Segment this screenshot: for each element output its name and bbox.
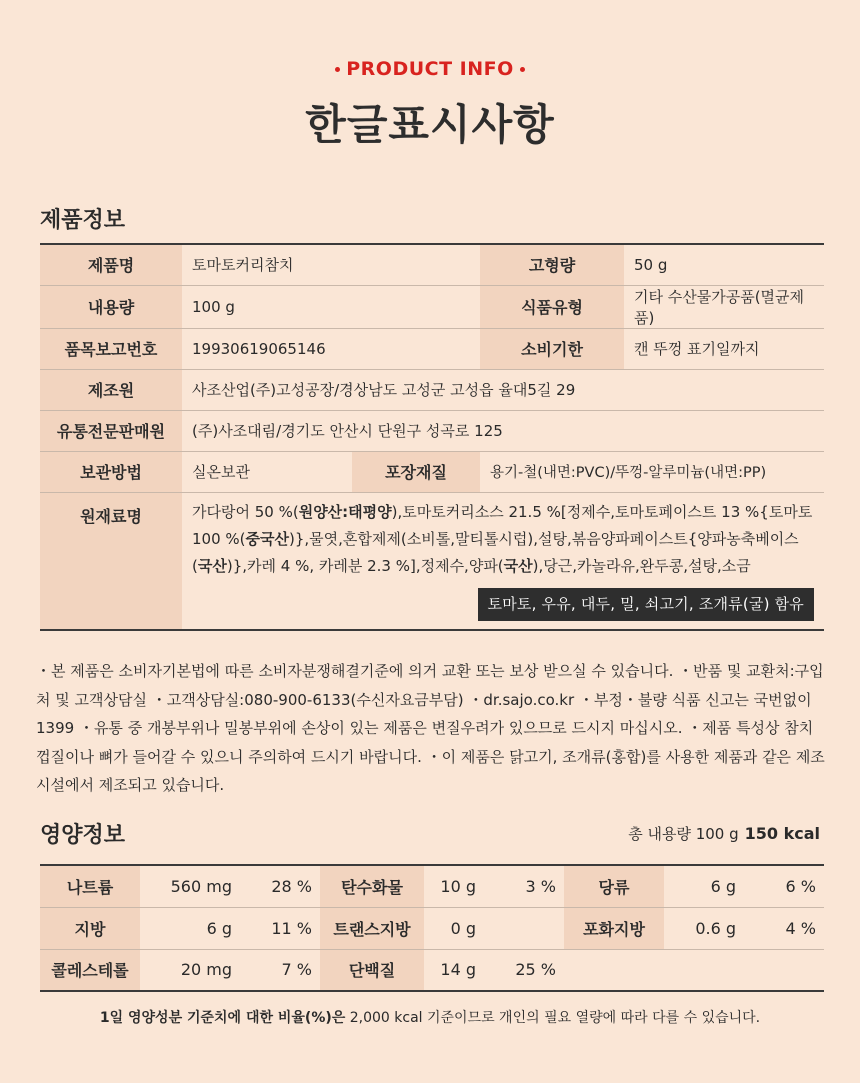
table-row — [40, 410, 824, 451]
nutrient-amount: 20 mg — [180, 960, 232, 980]
notice-text: ・본 제품은 소비자기본법에 따른 소비자분쟁해결기준에 의거 교환 또는 보상 받으실 수 있습니다. ・반품 및 교환처:구입처 및 고객상담실 ・고객상담실:080-900-6133(수신자요금부담) ・dr.sajo.co.kr ・부정・불량 식품 신고는 국번없이 1399 ・유통 중 개봉부위나 밀봉부위에 손상이 있는 제품은 변질우려가 있으므로 드시지 마십시오. ・제품 특성상 참치 껍질이나 뼈가 들어갈 수 있으니 주의하여 드시기 바랍니다. ・이 제품은 닭고기, 조개류(홍합)를 사용한 제품과 같은 제조시설에서 제조되고 있습니다. — [36, 662, 825, 794]
nutrient-amount: 6 g — [140, 907, 240, 949]
nutrient-amount: 0.6 g — [664, 907, 744, 949]
nutrition-table — [40, 864, 824, 992]
nutrient-amount: 6 g — [664, 865, 744, 907]
value-seller: (주)사조대림/경기도 안산시 단원구 성곡로 125 — [182, 410, 824, 451]
nutrient-amount: 10 g — [424, 865, 484, 907]
label-food-type: 식품유형 — [480, 285, 624, 328]
nutrient-pct: 11 % — [240, 907, 320, 949]
label-expiry: 소비기한 — [480, 328, 624, 369]
header-eyebrow: PRODUCT INFO — [0, 58, 860, 80]
nutrition-section-title: 영양정보 — [40, 823, 126, 848]
nutrient-pct: 3 % — [484, 865, 564, 907]
table-row — [40, 285, 824, 328]
value-name: 토마토커리참치 — [182, 244, 480, 285]
value-packaging: 용기-철(내면:PVC)/뚜껑-알루미늄(내면:PP) — [480, 451, 824, 492]
product-info-table — [40, 243, 824, 631]
table-row — [40, 865, 824, 907]
total-kcal: 150 kcal — [744, 824, 820, 843]
empty-cell — [564, 949, 664, 991]
nutrient-pct: 4 % — [744, 907, 824, 949]
page-title: 한글표시사항 — [305, 100, 555, 149]
value-food-type: 기타 수산물가공품(멸균제품) — [624, 285, 824, 328]
nutrient-name: 콜레스테롤 — [40, 949, 140, 991]
nutrient-amount: 14 g — [440, 960, 476, 980]
nutrient-pct: 25 % — [515, 960, 556, 980]
nutrient-amount: 560 mg — [140, 865, 240, 907]
value-ingredients — [182, 492, 824, 630]
table-row — [40, 244, 824, 285]
dot-icon — [335, 67, 340, 72]
label-packaging: 포장재질 — [352, 451, 480, 492]
label-solid: 고형량 — [480, 244, 624, 285]
value-maker: 사조산업(주)고성공장/경상남도 고성군 고성읍 율대5길 29 — [182, 369, 824, 410]
value-solid: 50 g — [624, 244, 824, 285]
nutrient-name: 트랜스지방 — [320, 907, 424, 949]
label-name: 제품명 — [40, 244, 182, 285]
value-expiry: 캔 뚜껑 표기일까지 — [624, 328, 824, 369]
nutrient-name: 나트륨 — [40, 865, 140, 907]
empty-cell — [744, 949, 824, 991]
nutrient-amount: 0 g — [424, 907, 484, 949]
ingredients-text: 가다랑어 50 %(원양산:태평양),토마토커리소스 21.5 %[정제수,토마토페이스트 13 %{토마토 100 %(중국산)},물엿,혼합제제(소비톨,말티톨시럽),설탕,볶음양파페이스트{양파농축베이스(국산)},카레 4 %, 카레분 2.3 %],정제수,양파(국산),당근,카놀라유,완두콩,설탕,소금 — [192, 502, 813, 575]
value-storage: 실온보관 — [182, 451, 352, 492]
nutrient-name: 지방 — [40, 907, 140, 949]
value-volume: 100 g — [182, 285, 480, 328]
nutrition-total — [628, 823, 820, 844]
label-maker: 제조원 — [40, 369, 182, 410]
value-report-no: 19930619065146 — [182, 328, 480, 369]
nutrient-name: 당류 — [564, 865, 664, 907]
nutrition-footnote: 1일 영양성분 기준치에 대한 비율(%)은 2,000 kcal 기준이므로 개인의 필요 열량에 따라 다를 수 있습니다. — [99, 1010, 761, 1026]
nutrient-name: 탄수화물 — [320, 865, 424, 907]
table-row — [40, 907, 824, 949]
label-storage: 보관방법 — [40, 451, 182, 492]
nutrient-pct: 28 % — [240, 865, 320, 907]
product-section-title: 제품정보 — [40, 208, 126, 233]
label-volume: 내용량 — [40, 285, 182, 328]
table-row — [40, 328, 824, 369]
label-report-no: 품목보고번호 — [40, 328, 182, 369]
nutrient-pct: 6 % — [744, 865, 824, 907]
nutrient-pct — [484, 907, 564, 949]
dot-icon — [520, 67, 525, 72]
allergen-badge: 토마토, 우유, 대두, 밀, 쇠고기, 조개류(굴) 함유 — [478, 588, 814, 621]
label-ingredients: 원재료명 — [40, 492, 182, 630]
table-row — [40, 369, 824, 410]
total-amount: 총 내용량 100 g — [628, 825, 739, 843]
nutrient-name: 포화지방 — [564, 907, 664, 949]
nutrient-name: 단백질 — [320, 949, 424, 991]
table-row — [40, 492, 824, 630]
table-row — [40, 451, 824, 492]
label-seller: 유통전문판매원 — [40, 410, 182, 451]
empty-cell — [664, 949, 744, 991]
table-row — [40, 949, 824, 991]
nutrient-pct: 7 % — [281, 960, 312, 980]
